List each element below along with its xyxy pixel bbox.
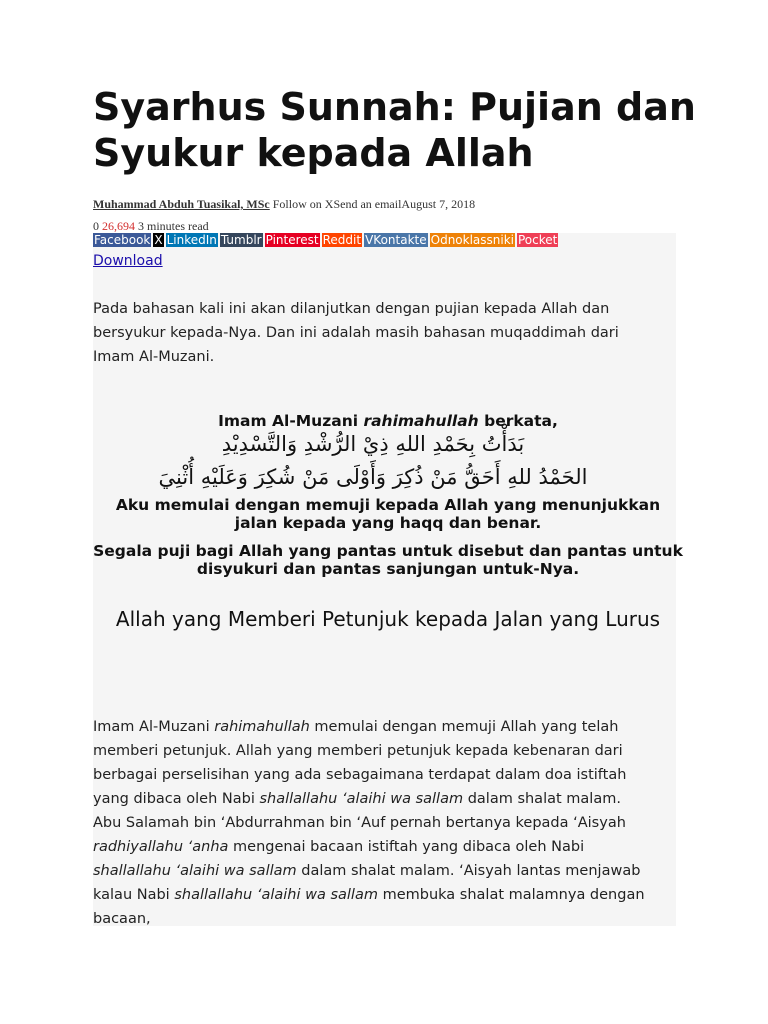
arabic-line-1: بَدَأْتُ بِحَمْدِ اللهِ ذِيْ الرُّشْدِ وَالتَّسْدِيْدِ	[221, 432, 525, 456]
share-pocket-button[interactable]: Pocket	[518, 233, 558, 247]
intro-paragraph: Pada bahasan kali ini akan dilanjutkan dengan pujian kepada Allah dan bersyukur kepada-Nya. Dan ini adalah masih bahasan muqaddimah dari Imam Al-Muzani.	[93, 301, 619, 365]
comment-count[interactable]: 0	[93, 219, 99, 233]
download-link[interactable]: Download	[93, 253, 163, 269]
share-bar	[93, 233, 558, 247]
share-vkontakte-button[interactable]: VKontakte	[365, 233, 427, 247]
translation-1: Aku memulai dengan memuji kepada Allah yang menunjukkan jalan kepada yang haqq dan benar.	[115, 496, 661, 532]
translation-2: Segala puji bagi Allah yang pantas untuk disebut dan pantas untuk disyukuri dan pantas sanjungan untuk-Nya.	[93, 542, 683, 578]
article-stats	[93, 219, 209, 234]
share-tumblr-button[interactable]: Tumblr	[220, 233, 262, 247]
share-odnoklassniki-button[interactable]: Odnoklassniki	[430, 233, 514, 247]
publish-date: August 7, 2018	[401, 197, 476, 211]
follow-link[interactable]: Follow on X	[272, 197, 334, 211]
send-email-link[interactable]: Send an email	[333, 197, 402, 211]
share-linkedin-button[interactable]: LinkedIn	[166, 233, 217, 247]
view-count: 26,694	[102, 219, 135, 233]
page-title: Syarhus Sunnah: Pujian dan Syukur kepada Allah	[93, 85, 696, 175]
quote-lead: Imam Al-Muzani rahimahullah berkata,	[218, 412, 558, 430]
read-time: 3 minutes read	[138, 219, 209, 233]
arabic-line-2: الحَمْدُ للهِ أَحَقُّ مَنْ ذُكِرَ وَأَوْلَى مَنْ شُكِرَ وَعَلَيْهِ أُثْنِيَ	[158, 465, 588, 489]
article-meta	[93, 197, 475, 212]
share-reddit-button[interactable]: Reddit	[322, 233, 362, 247]
share-pinterest-button[interactable]: Pinterest	[265, 233, 319, 247]
share-facebook-button[interactable]: Facebook	[94, 233, 151, 247]
section-heading: Allah yang Memberi Petunjuk kepada Jalan yang Lurus	[115, 607, 661, 631]
author-link[interactable]: Muhammad Abduh Tuasikal, MSc	[93, 197, 270, 211]
share-x-button[interactable]: X	[154, 233, 163, 247]
body-paragraph: Imam Al-Muzani rahimahullah memulai dengan memuji Allah yang telah memberi petunjuk. Allah yang memberi petunjuk kepada kebenaran dari berbagai perselisihan yang ada sebagaimana terdapat dalam doa istiftah yang dibaca oleh Nabi shallallahu ‘alaihi wa sallam dalam shalat malam. Abu Salamah bin ‘Abdurrahman bin ‘Auf pernah bertanya kepada ‘Aisyah radhiyallahu ‘anha mengenai bacaan istiftah yang dibaca oleh Nabi shallallahu ‘alaihi wa sallam dalam shalat malam. ‘Aisyah lantas menjawab kalau Nabi shallallahu ‘alaihi wa sallam membuka shalat malamnya dengan bacaan,	[93, 719, 645, 927]
